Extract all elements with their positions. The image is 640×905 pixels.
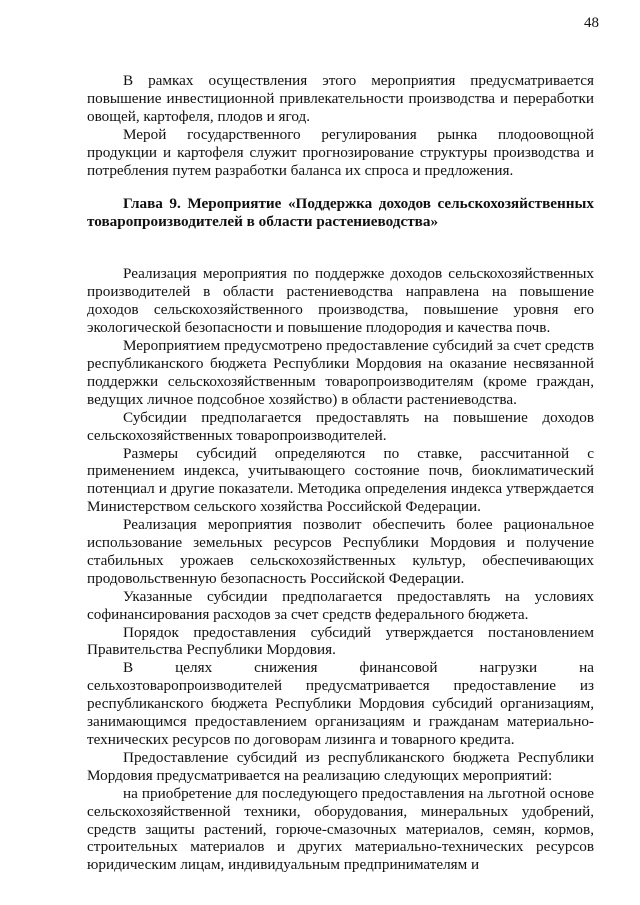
chapter-heading: Глава 9. Мероприятие «Поддержка доходов сельскохозяйственных товаропроизводителей в области растениеводства»: [87, 195, 594, 231]
paragraph: Субсидии предполагается предоставлять на повышение доходов сельскохозяйственных товаропроизводителей.: [87, 408, 594, 444]
paragraph: В рамках осуществления этого мероприятия предусматривается повышение инвестиционной привлекательности производства и переработки овощей, картофеля, плодов и ягод.: [87, 72, 594, 125]
paragraph: Указанные субсидии предполагается предоставлять на условиях софинансирования расходов за счет средств федерального бюджета.: [87, 587, 594, 623]
paragraph: Предоставление субсидий из республиканского бюджета Республики Мордовия предусматривается на реализацию следующих мероприятий:: [87, 748, 594, 784]
paragraph: Реализация мероприятия позволит обеспечить более рациональное использование земельных ресурсов Республики Мордовия и получение стабильных урожаев сельскохозяйственных культур, обеспечивающих продовольственную безопасность Российской Федерации.: [87, 516, 594, 587]
paragraph: В целях снижения финансовой нагрузки на сельхозтоваропроизводителей предусматривается предоставление из республиканского бюджета Республики Мордовия субсидий организациям, занимающимся предоставлением организациям и гражданам материально-технических ресурсов по договорам лизинга и товарного кредита.: [87, 659, 594, 748]
document-body: [87, 72, 594, 874]
paragraph: Мероприятием предусмотрено предоставление субсидий за счет средств республиканского бюджета Республики Мордовия на оказание несвязанной поддержки сельскохозяйственным товаропроизводителям (кроме граждан, ведущих личное подсобное хозяйство) в области растениеводства.: [87, 337, 594, 408]
paragraph: Размеры субсидий определяются по ставке, рассчитанной с применением индекса, учитывающего состояние почв, биоклиматический потенциал и другие показатели. Методика определения индекса утверждается Министерством сельского хозяйства Российской Федерации.: [87, 444, 594, 516]
paragraph: Реализация мероприятия по поддержке доходов сельскохозяйственных производителей в области растениеводства направлена на повышение доходов сельскохозяйственного производства, повышение уровня его экологической безопасности и повышение плодородия и качества почв.: [87, 265, 594, 337]
paragraph: Мерой государственного регулирования рынка плодоовощной продукции и картофеля служит прогнозирование структуры производства и потребления путем разработки баланса их спроса и предложения.: [87, 125, 594, 179]
paragraph: на приобретение для последующего предоставления на льготной основе сельскохозяйственной техники, оборудования, минеральных удобрений, средств защиты растений, горюче-смазочных материалов, семян, кормов, строительных материалов и других материально-технических ресурсов юридическим лицам, индивидуальным предпринимателям и: [87, 784, 594, 874]
paragraph: Порядок предоставления субсидий утверждается постановлением Правительства Республики Мордовия.: [87, 623, 594, 659]
page-number: 48: [584, 15, 599, 31]
